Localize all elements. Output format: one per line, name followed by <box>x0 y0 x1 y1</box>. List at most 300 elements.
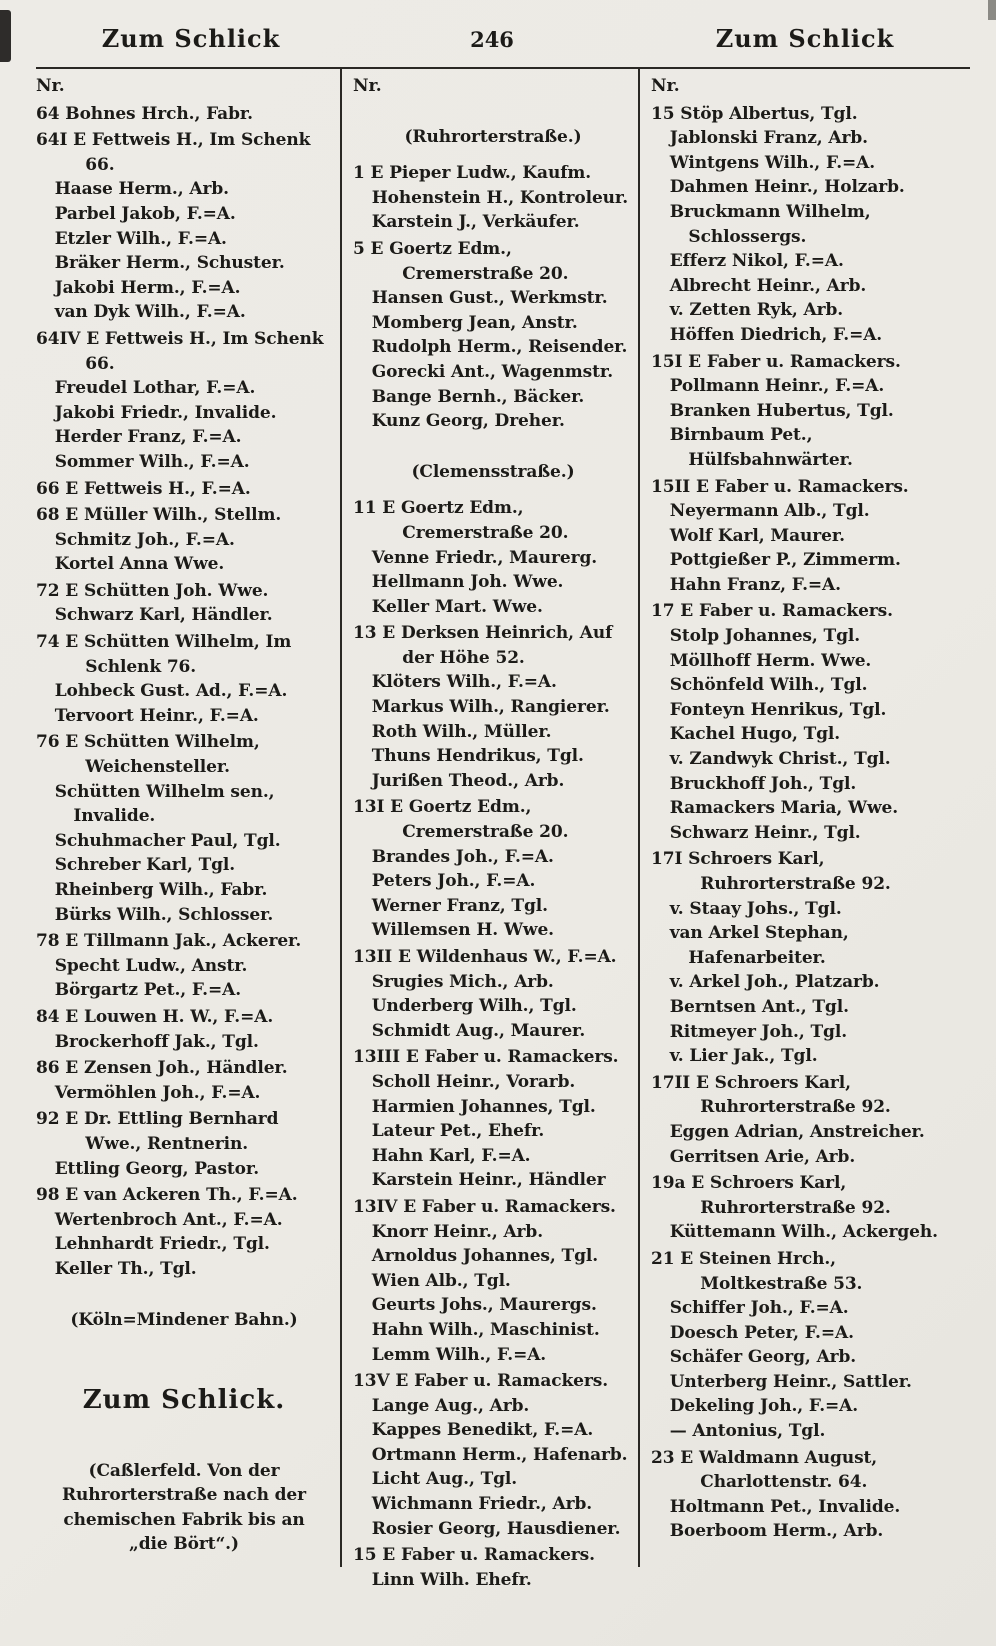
directory-entry <box>36 630 332 679</box>
house-number: 1 E <box>353 163 384 184</box>
entry-text: Rheinberg Wilh., Fabr. <box>54 880 268 900</box>
entry-text: Roth Wilh., Müller. <box>371 721 552 742</box>
entry-text: Hahn Wilh., Maschinist. <box>371 1319 600 1340</box>
entry-text: Faber u. Ramackers. <box>698 601 893 622</box>
directory-entry <box>353 1070 633 1095</box>
directory-entry <box>651 1071 968 1120</box>
nr-column-label: Nr. <box>36 76 65 96</box>
entry-text: Knorr Heinr., Arb. <box>371 1221 544 1242</box>
directory-entry <box>353 1394 633 1419</box>
directory-entry <box>36 227 332 252</box>
directory-entry <box>651 1145 968 1170</box>
directory-entry <box>651 1419 968 1444</box>
entry-text: Zensen Joh., Händler. <box>83 1058 288 1079</box>
directory-entry <box>36 376 332 401</box>
directory-entry <box>353 335 633 360</box>
nr-column-label: Nr. <box>651 76 680 96</box>
directory-entry <box>36 1157 332 1182</box>
directory-entry <box>353 670 633 695</box>
house-number: 76 E <box>36 732 79 753</box>
entry-text: Schiffer Joh., F.=A. <box>669 1298 849 1319</box>
entry-text: van Ackeren Th., F.=A. <box>83 1185 298 1206</box>
directory-entry <box>36 679 332 704</box>
entry-text: Albrecht Heinr., Arb. <box>669 275 867 296</box>
directory-entry <box>353 1543 633 1568</box>
house-number: 64IV E <box>36 328 100 349</box>
directory-entry <box>353 546 633 571</box>
directory-entry <box>353 1568 633 1593</box>
entry-text: Scholl Heinr., Vorarb. <box>371 1071 576 1092</box>
entry-text: Brockerhoff Jak., Tgl. <box>54 1031 259 1052</box>
entry-text: Bruckmann Wilhelm, Schlossergs. <box>669 201 871 247</box>
entry-text: Dahmen Heinr., Holzarb. <box>669 177 905 198</box>
house-number: 64I E <box>36 130 86 151</box>
directory-entry <box>36 401 332 426</box>
directory-entry <box>651 673 968 698</box>
directory-entry <box>36 450 332 475</box>
entry-text: Jablonski Franz, Arb. <box>669 128 868 149</box>
running-head-right: Zum Schlick <box>715 24 895 53</box>
entry-text: Etzler Wilh., F.=A. <box>54 228 227 249</box>
running-head-left: Zum Schlick <box>101 24 281 53</box>
entry-text: Neyermann Alb., Tgl. <box>669 501 870 522</box>
directory-entry <box>651 249 968 274</box>
directory-entry <box>353 1517 633 1542</box>
house-number: 78 E <box>36 931 79 952</box>
directory-entry <box>651 649 968 674</box>
directory-column-2 <box>340 67 638 1590</box>
house-number: 17II E <box>651 1072 709 1093</box>
entry-text: Vermöhlen Joh., F.=A. <box>54 1082 261 1103</box>
directory-entry <box>36 929 332 954</box>
directory-entry <box>36 425 332 450</box>
entry-text: Rudolph Herm., Reisender. <box>371 337 628 358</box>
directory-entry <box>651 1321 968 1346</box>
entry-text: Boerboom Herm., Arb. <box>669 1521 884 1542</box>
house-number: 19a E <box>651 1173 705 1194</box>
directory-entry <box>651 1446 968 1495</box>
entry-text: Hahn Karl, F.=A. <box>371 1145 531 1166</box>
entry-text: Ritmeyer Joh., Tgl. <box>669 1021 848 1042</box>
directory-entry <box>36 1257 332 1282</box>
directory-entry <box>651 897 968 922</box>
page-number: 246 <box>470 27 514 52</box>
directory-entry <box>36 878 332 903</box>
directory-entry <box>353 1467 633 1492</box>
entry-text: (Ruhrorterstraße.) <box>404 126 582 147</box>
directory-entry <box>353 869 633 894</box>
entry-text: Pieper Ludw., Kaufm. <box>389 163 592 184</box>
house-number: 92 E <box>36 1109 79 1130</box>
house-number: 15 E <box>353 1545 396 1566</box>
directory-entry <box>651 475 968 500</box>
directory-entry <box>651 747 968 772</box>
entry-text: Jakobi Friedr., Invalide. <box>54 402 277 423</box>
entry-text: Steinen Hrch., Moltkestraße 53. <box>698 1248 863 1294</box>
entry-text: Bohnes Hrch., Fabr. <box>65 103 253 124</box>
entry-text: Zum Schlick. <box>82 1385 286 1416</box>
entry-text: Peters Joh., F.=A. <box>371 871 536 892</box>
entry-text: (Clemensstraße.) <box>411 461 575 482</box>
nr-column-label: Nr. <box>353 76 382 96</box>
entry-text: Möllhoff Herm. Wwe. <box>669 650 872 671</box>
directory-entry <box>353 385 633 410</box>
entry-text: Branken Hubertus, Tgl. <box>669 400 894 421</box>
directory-entry <box>651 274 968 299</box>
entry-text: Kappes Benedikt, F.=A. <box>371 1420 594 1441</box>
scan-artifact <box>988 0 996 20</box>
directory-entry <box>651 821 968 846</box>
directory-entry <box>353 210 633 235</box>
directory-entry <box>651 1044 968 1069</box>
entry-text: Fettweis H., Im Schenk 66. <box>85 130 311 175</box>
entry-text: Berntsen Ant., Tgl. <box>669 996 849 1017</box>
house-number: 13II E <box>353 947 411 967</box>
entry-text: Bürks Wilh., Schlosser. <box>54 904 274 925</box>
entry-text: Faber u. Ramackers. <box>414 1371 609 1392</box>
directory-entry <box>353 720 633 745</box>
entry-text: Kunz Georg, Dreher. <box>371 411 565 432</box>
directory-entry <box>36 1030 332 1055</box>
section-heading <box>36 1385 332 1416</box>
directory-entry <box>353 237 633 286</box>
directory-entry <box>353 621 633 670</box>
entry-text: Fonteyn Henrikus, Tgl. <box>669 699 887 720</box>
entry-text: Licht Aug., Tgl. <box>371 1469 518 1490</box>
directory-entry <box>353 1269 633 1294</box>
house-number: 86 E <box>36 1058 79 1079</box>
directory-entry <box>353 1418 633 1443</box>
entry-text: Faber u. Ramackers. <box>424 1047 619 1068</box>
house-number: 15II E <box>651 476 709 497</box>
entry-text: Bruckhoff Joh., Tgl. <box>669 773 857 794</box>
street-heading <box>353 125 633 150</box>
entry-text: Jakobi Herm., F.=A. <box>54 277 241 298</box>
entry-text: Ortmann Herm., Hafenarb. <box>371 1444 628 1465</box>
directory-entry <box>651 1020 968 1045</box>
entry-text: van Dyk Wilh., F.=A. <box>54 302 246 323</box>
directory-entry <box>353 845 633 870</box>
directory-entry <box>353 769 633 794</box>
entry-text: Schmidt Aug., Maurer. <box>371 1020 586 1041</box>
entry-text: Schäfer Georg, Arb. <box>669 1347 857 1368</box>
entry-text: Willemsen H. Wwe. <box>371 920 554 941</box>
entry-text: Lehnhardt Friedr., Tgl. <box>54 1234 270 1255</box>
directory-entry <box>353 1318 633 1343</box>
directory-entry <box>36 552 332 577</box>
directory-entry <box>651 970 968 995</box>
directory-entry <box>651 126 968 151</box>
directory-entry <box>36 251 332 276</box>
entry-text: Klöters Wilh., F.=A. <box>371 672 557 693</box>
entry-text: Gerritsen Arie, Arb. <box>669 1146 856 1167</box>
entry-text: Lateur Pet., Ehefr. <box>371 1121 545 1142</box>
directory-entry <box>651 1495 968 1520</box>
directory-entry <box>651 1247 968 1296</box>
house-number: 64 <box>36 103 60 124</box>
house-number: 17I <box>651 849 683 870</box>
entry-text: Goertz Edm., Cremerstraße 20. <box>402 797 569 843</box>
entry-text: Parbel Jakob, F.=A. <box>54 203 236 224</box>
entry-text: Börgartz Pet., F.=A. <box>54 980 242 1001</box>
directory-entry <box>651 1296 968 1321</box>
entry-text: Sommer Wilh., F.=A. <box>54 451 250 472</box>
directory-entry <box>353 1095 633 1120</box>
entry-text: v. Zandwyk Christ., Tgl. <box>669 749 891 770</box>
directory-entry <box>651 548 968 573</box>
directory-entry <box>36 1232 332 1257</box>
directory-entry <box>353 1195 633 1220</box>
directory-entry <box>36 102 332 127</box>
entry-text: Schütten Joh. Wwe. <box>83 580 269 601</box>
directory-entry <box>651 1345 968 1370</box>
directory-entry <box>651 624 968 649</box>
entry-text: Goertz Edm., Cremerstraße 20. <box>400 498 569 543</box>
entry-text: Wichmann Friedr., Arb. <box>371 1494 593 1515</box>
directory-entry <box>36 1107 332 1156</box>
entry-text: Rosier Georg, Hausdiener. <box>371 1518 621 1539</box>
directory-entry <box>353 795 633 844</box>
directory-entry <box>651 698 968 723</box>
directory-entry <box>353 311 633 336</box>
directory-entry <box>36 579 332 604</box>
directory-entry <box>651 374 968 399</box>
entry-text: Unterberg Heinr., Sattler. <box>669 1371 912 1392</box>
house-number: 68 E <box>36 505 79 526</box>
directory-entry <box>651 573 968 598</box>
entry-text: v. Staay Johs., Tgl. <box>669 898 842 919</box>
directory-entry <box>353 1492 633 1517</box>
house-number: 13 E <box>353 623 396 644</box>
entry-text: Stöp Albertus, Tgl. <box>680 103 858 124</box>
house-number: 98 E <box>36 1185 79 1206</box>
directory-entry <box>353 1244 633 1269</box>
entry-text: Werner Franz, Tgl. <box>371 895 548 916</box>
directory-entry <box>36 829 332 854</box>
scan-artifact <box>0 10 11 62</box>
directory-entry <box>651 1120 968 1145</box>
directory-entry <box>353 161 633 186</box>
entry-text: Bräker Herm., Schuster. <box>54 253 285 274</box>
directory-entry <box>353 1220 633 1245</box>
directory-entry <box>651 423 968 472</box>
house-number: 72 E <box>36 580 79 601</box>
directory-entry <box>651 772 968 797</box>
directory-entry <box>353 744 633 769</box>
directory-entry <box>651 722 968 747</box>
entry-text: Wildenhaus W., F.=A. <box>416 947 617 967</box>
directory-entry <box>36 528 332 553</box>
entry-text: Waldmann August, Charlottenstr. 64. <box>698 1447 878 1493</box>
entry-text: Derksen Heinrich, Auf der Höhe 52. <box>400 623 613 668</box>
entry-text: Faber u. Ramackers. <box>400 1545 595 1566</box>
entry-text: Kachel Hugo, Tgl. <box>669 724 841 745</box>
directory-entry <box>36 1081 332 1106</box>
directory-entry <box>36 730 332 779</box>
entry-text: Schütten Wilhelm, Im Schlenk 76. <box>83 632 292 677</box>
directory-column-3 <box>638 67 970 1567</box>
directory-entry <box>651 175 968 200</box>
directory-entry <box>651 1519 968 1544</box>
directory-entry <box>36 903 332 928</box>
entry-text: Wolf Karl, Maurer. <box>669 525 845 546</box>
entry-text: Dr. Ettling Bernhard Wwe., Rentnerin. <box>83 1109 279 1154</box>
street-heading <box>36 1308 332 1333</box>
directory-entry <box>353 570 633 595</box>
directory-entry <box>36 276 332 301</box>
entry-text: v. Zetten Ryk, Arb. <box>669 300 844 321</box>
directory-entry <box>353 360 633 385</box>
entry-text: Freudel Lothar, F.=A. <box>54 378 256 399</box>
house-number: 15 <box>651 103 675 124</box>
entry-text: Schroers Karl, Ruhrorterstraße 92. <box>700 1072 891 1118</box>
entry-text: Fettweis H., F.=A. <box>83 478 251 499</box>
house-number: 13IV E <box>353 1196 417 1217</box>
columns <box>36 67 978 1590</box>
entry-text: Wertenbroch Ant., F.=A. <box>54 1209 283 1230</box>
entry-text: Schmitz Joh., F.=A. <box>54 529 235 550</box>
directory-entry <box>651 151 968 176</box>
house-number: 17 E <box>651 601 694 622</box>
entry-text: Haase Herm., Arb. <box>54 179 229 200</box>
directory-entry <box>651 1370 968 1395</box>
directory-entry <box>651 350 968 375</box>
entry-text: (Caßlerfeld. Von der Ruhrorterstraße nach der chemischen Fabrik bis an „die Bört“.) <box>61 1460 307 1555</box>
entry-text: Herder Franz, F.=A. <box>54 427 242 448</box>
directory-entry <box>353 1293 633 1318</box>
entry-text: Jurißen Theod., Arb. <box>371 770 565 791</box>
entry-text: Louwen H. W., F.=A. <box>83 1006 274 1027</box>
entry-text: Müller Wilh., Stellm. <box>83 505 282 526</box>
directory-entry <box>651 399 968 424</box>
entry-text: Gorecki Ant., Wagenmstr. <box>371 361 614 382</box>
directory-entry <box>353 994 633 1019</box>
directory-entry <box>651 524 968 549</box>
entry-text: Momberg Jean, Anstr. <box>371 312 578 333</box>
directory-entry <box>353 945 633 970</box>
entry-text: Tillmann Jak., Ackerer. <box>83 931 302 952</box>
entry-text: Efferz Nikol, F.=A. <box>669 251 844 272</box>
house-number: 74 E <box>36 632 79 653</box>
directory-entry <box>651 200 968 249</box>
entry-text: Schönfeld Wilh., Tgl. <box>669 675 868 696</box>
directory-entry <box>36 177 332 202</box>
directory-entry <box>36 477 332 502</box>
entry-text: Stolp Johannes, Tgl. <box>669 626 861 647</box>
directory-entry <box>36 1208 332 1233</box>
directory-entry <box>353 286 633 311</box>
entry-text: Brandes Joh., F.=A. <box>371 846 554 867</box>
entry-text: Venne Friedr., Maurerg. <box>371 547 598 568</box>
house-number: 15I E <box>651 351 701 372</box>
house-number: 84 E <box>36 1006 79 1027</box>
entry-text: Schreber Karl, Tgl. <box>54 855 236 876</box>
entry-text: van Arkel Stephan, Hafenarbeiter. <box>669 923 849 968</box>
entry-text: Küttemann Wilh., Ackergeh. <box>669 1222 938 1243</box>
directory-entry <box>36 1056 332 1081</box>
entry-text: Lemm Wilh., F.=A. <box>371 1344 547 1365</box>
entry-text: Arnoldus Johannes, Tgl. <box>371 1246 599 1267</box>
entry-text: Goertz Edm., Cremerstraße 20. <box>389 238 569 284</box>
directory-entry <box>36 1005 332 1030</box>
directory-entry <box>651 323 968 348</box>
entry-text: Schuhmacher Paul, Tgl. <box>54 830 281 851</box>
directory-column-1 <box>36 67 340 1567</box>
house-number: 66 E <box>36 478 79 499</box>
house-number: 11 E <box>353 498 396 519</box>
directory-entry <box>651 921 968 970</box>
directory-entry <box>353 595 633 620</box>
entry-text: Doesch Peter, F.=A. <box>669 1322 854 1343</box>
entry-text: — Antonius, Tgl. <box>669 1421 826 1442</box>
entry-text: Hellmann Joh. Wwe. <box>371 572 564 593</box>
house-number: 21 E <box>651 1248 694 1269</box>
page-header <box>0 0 996 59</box>
entry-text: Wintgens Wilh., F.=A. <box>669 152 876 173</box>
directory-entry <box>353 1119 633 1144</box>
directory-entry <box>36 202 332 227</box>
directory-entry <box>651 1394 968 1419</box>
entry-text: (Köln=Mindener Bahn.) <box>70 1309 298 1330</box>
entry-text: Srugies Mich., Arb. <box>371 971 554 992</box>
directory-entry <box>651 102 968 127</box>
directory-entry <box>651 599 968 624</box>
entry-text: Markus Wilh., Rangierer. <box>371 697 610 718</box>
entry-text: Schroers Karl, Ruhrorterstraße 92. <box>700 1173 891 1218</box>
directory-entry <box>36 1183 332 1208</box>
entry-text: v. Arkel Joh., Platzarb. <box>669 972 880 993</box>
directory-entry <box>353 695 633 720</box>
directory-entry <box>353 970 633 995</box>
house-number: 23 E <box>651 1447 694 1468</box>
entry-text: Thuns Hendrikus, Tgl. <box>371 746 584 767</box>
house-number: 13III E <box>353 1047 419 1068</box>
entry-text: Birnbaum Pet., Hülfsbahnwärter. <box>669 425 853 470</box>
entry-text: Lohbeck Gust. Ad., F.=A. <box>54 681 288 702</box>
directory-entry <box>353 186 633 211</box>
directory-entry <box>651 847 968 896</box>
entry-text: Geurts Johs., Maurergs. <box>371 1295 597 1316</box>
entry-text: Kortel Anna Wwe. <box>54 554 225 575</box>
street-heading <box>353 460 633 485</box>
entry-text: Underberg Wilh., Tgl. <box>371 996 577 1017</box>
entry-text: Pottgießer P., Zimmerm. <box>669 550 901 571</box>
entry-text: Wien Alb., Tgl. <box>371 1270 511 1291</box>
directory-entry <box>651 995 968 1020</box>
directory-entry <box>353 496 633 545</box>
house-number: 5 E <box>353 238 384 259</box>
directory-entry <box>353 1019 633 1044</box>
directory-entry <box>353 1045 633 1070</box>
directory-entry <box>353 1168 633 1193</box>
entry-text: Dekeling Joh., F.=A. <box>669 1396 859 1417</box>
entry-text: Linn Wilh. Ehefr. <box>371 1569 532 1590</box>
entry-text: Pollmann Heinr., F.=A. <box>669 376 885 397</box>
entry-text: Holtmann Pet., Invalide. <box>669 1496 901 1517</box>
entry-text: Faber u. Ramackers. <box>706 351 901 372</box>
entry-text: Eggen Adrian, Anstreicher. <box>669 1121 925 1142</box>
directory-entry <box>36 978 332 1003</box>
entry-text: Hansen Gust., Werkmstr. <box>371 288 608 309</box>
house-number: 13I E <box>353 797 403 818</box>
directory-entry <box>651 298 968 323</box>
entry-text: Harmien Johannes, Tgl. <box>371 1096 596 1117</box>
entry-text: Karstein J., Verkäufer. <box>371 212 580 233</box>
directory-entry <box>651 796 968 821</box>
entry-text: Bange Bernh., Bäcker. <box>371 386 585 407</box>
directory-entry <box>36 603 332 628</box>
entry-text: Faber u. Ramackers. <box>714 476 909 497</box>
